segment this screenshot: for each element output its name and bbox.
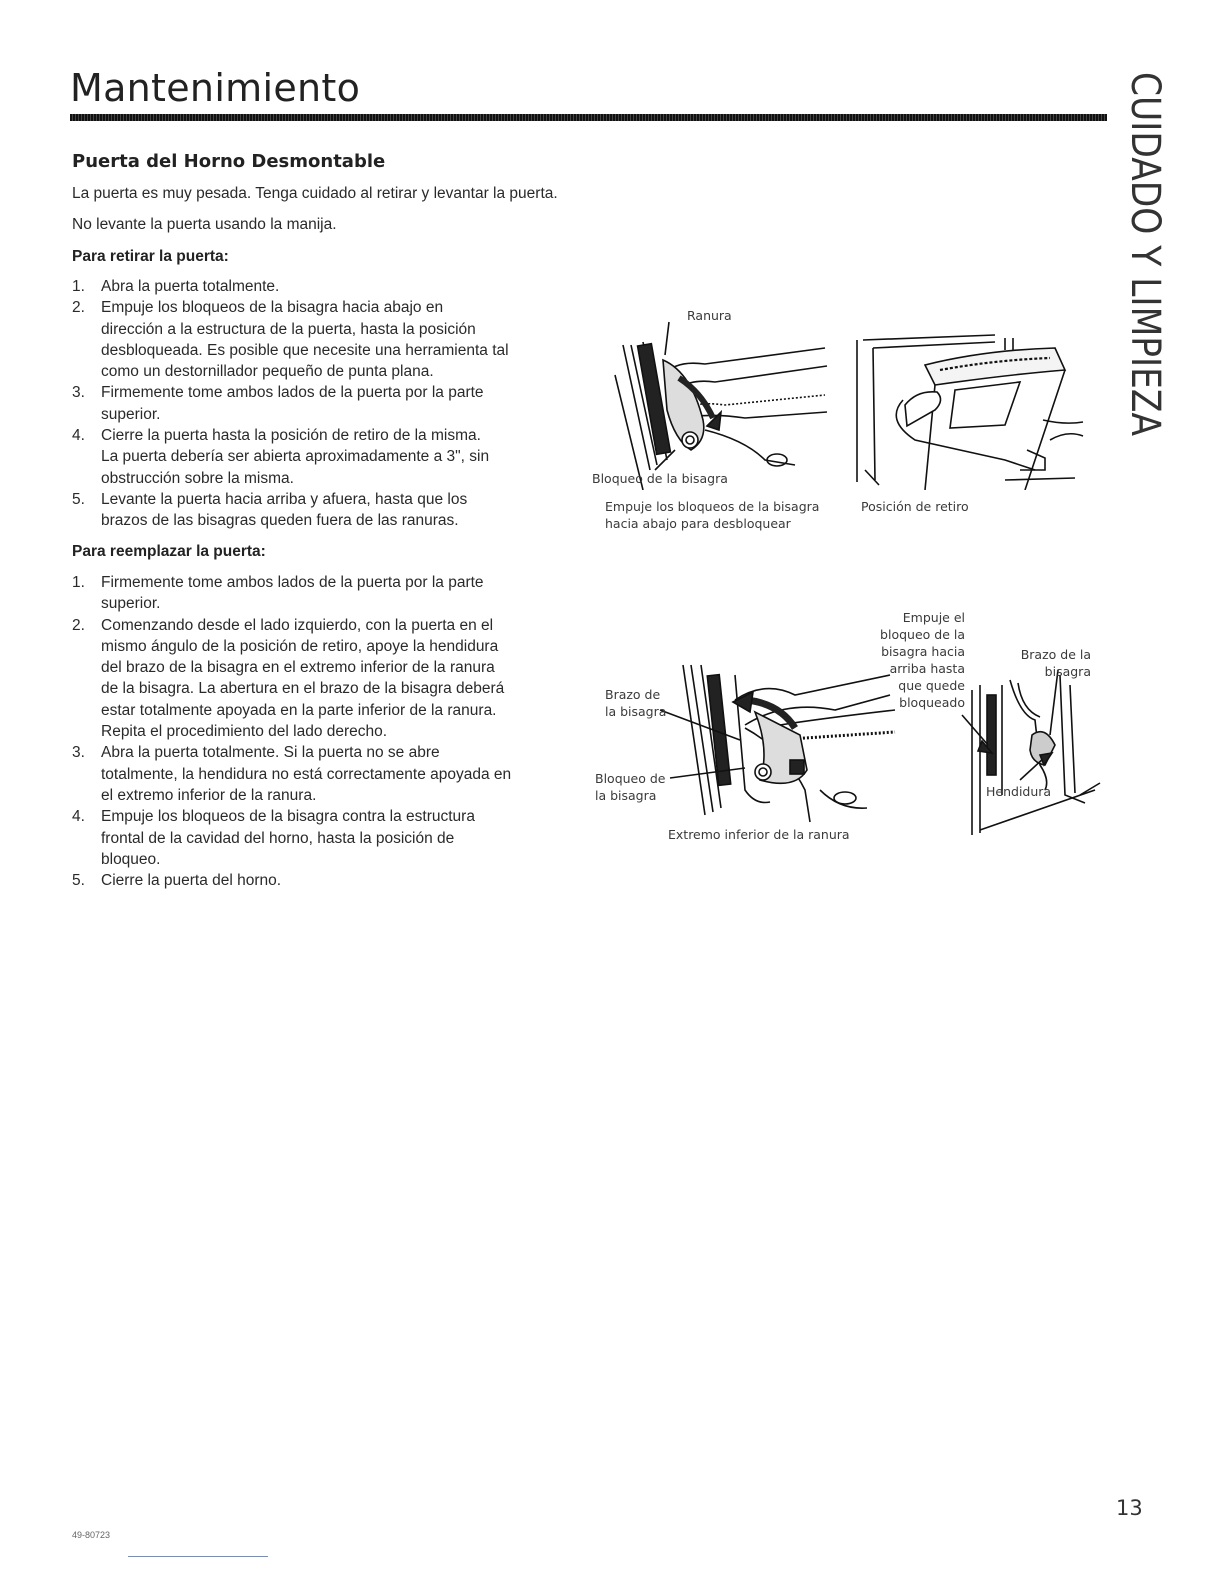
section-heading: Puerta del Horno Desmontable: [72, 151, 386, 172]
step-line: desbloqueada. Es posible que necesite una herramienta tal: [101, 341, 509, 359]
step-line: mismo ángulo de la posición de retiro, apoye la hendidura: [101, 637, 499, 655]
step-line: Abra la puerta totalmente.: [101, 278, 280, 295]
step-number: 4.: [72, 808, 85, 826]
notch-label: Hendidura: [986, 784, 1052, 799]
step-line: La puerta debería ser abierta aproximadamente a 3", sin: [101, 448, 490, 466]
lock-label: Bloqueo de la bisagra: [592, 471, 728, 486]
step-line: Cierre la puerta hasta la posición de retiro de la misma.: [101, 427, 481, 445]
step-item: [72, 382, 509, 425]
step-item: [72, 806, 511, 870]
step-item: [72, 276, 509, 297]
step-item: [72, 297, 509, 382]
step-item: [72, 489, 509, 532]
document-code: 49-80723: [72, 1530, 111, 1540]
step-line: el extremo inferior de la ranura.: [101, 786, 317, 804]
step-line: Comenzando desde el lado izquierdo, con la puerta en el: [101, 616, 494, 634]
page-number: 13: [1116, 1496, 1143, 1520]
arm-label: Brazo de la bisagra: [1020, 647, 1091, 679]
title-rule: [70, 114, 1107, 121]
step-line: brazos de las bisagras queden fuera de las ranuras.: [101, 512, 459, 530]
step-line: obstrucción sobre la misma.: [101, 469, 294, 487]
step-line: como un destornillador pequeño de punta plana.: [101, 363, 434, 381]
step-line: totalmente, la hendidura no está correctamente apoyada en: [101, 765, 512, 783]
slot-label: Ranura: [687, 308, 732, 323]
step-number: 5.: [72, 872, 85, 890]
lock-label: Bloqueo de la bisagra: [595, 771, 666, 803]
step-line: de la bisagra. La abertura en el brazo de la bisagra deberá: [101, 680, 505, 698]
hinge-arm-figure: [595, 640, 900, 825]
step-item: [72, 742, 511, 806]
footer-rule: [128, 1556, 268, 1557]
page-title: Mantenimiento: [70, 66, 361, 110]
replace-steps: [72, 572, 511, 891]
intro-line: No levante la puerta usando la manija.: [72, 216, 337, 233]
step-item: [72, 615, 511, 743]
step-number: 3.: [72, 384, 85, 402]
step-line: Abra la puerta totalmente. Si la puerta no se abre: [101, 744, 440, 762]
push-label: Empuje el bloqueo de la bisagra hacia arriba hasta que quede bloqueado: [880, 610, 965, 710]
side-tab-label: CUIDADO Y LIMPIEZA: [1122, 72, 1168, 444]
fig3-caption: Extremo inferior de la ranura: [668, 827, 850, 842]
fig1-caption: Empuje los bloqueos de la bisagra hacia abajo para desbloquear: [605, 499, 820, 531]
step-number: 3.: [72, 744, 85, 762]
replace-heading: Para reemplazar la puerta:: [72, 543, 266, 560]
step-item: [72, 870, 511, 891]
step-item: [72, 572, 511, 615]
side-tab: [1118, 64, 1174, 444]
removal-position-figure: [855, 330, 1085, 490]
hinge-locked-figure: [870, 605, 1105, 845]
step-line: Empuje los bloqueos de la bisagra contra la estructura: [101, 808, 475, 826]
remove-heading: Para retirar la puerta:: [72, 248, 229, 265]
step-line: del brazo de la bisagra en el extremo inferior de la ranura: [101, 659, 495, 677]
step-line: Empuje los bloqueos de la bisagra hacia abajo en: [101, 299, 444, 317]
step-item: [72, 425, 509, 489]
step-number: 2.: [72, 616, 85, 634]
step-line: Firmemente tome ambos lados de la puerta por la parte: [101, 384, 484, 402]
step-line: bloqueo.: [101, 850, 161, 868]
arm-label: Brazo de la bisagra: [605, 687, 667, 719]
step-line: dirección a la estructura de la puerta, hasta la posición: [101, 320, 476, 338]
step-number: 1.: [72, 574, 85, 591]
step-line: superior.: [101, 595, 161, 613]
step-line: frontal de la cavidad del horno, hasta la posición de: [101, 829, 455, 847]
step-line: superior.: [101, 405, 161, 423]
hinge-lock-figure: [592, 300, 845, 490]
step-number: 4.: [72, 427, 85, 445]
step-line: Firmemente tome ambos lados de la puerta por la parte: [101, 574, 484, 591]
fig2-caption: Posición de retiro: [861, 499, 969, 514]
step-line: Levante la puerta hacia arriba y afuera, hasta que los: [101, 490, 468, 508]
intro-line: La puerta es muy pesada. Tenga cuidado al retirar y levantar la puerta.: [72, 185, 558, 202]
step-number: 5.: [72, 490, 85, 508]
step-line: Cierre la puerta del horno.: [101, 872, 282, 890]
step-number: 1.: [72, 278, 85, 295]
step-line: estar totalmente apoyada en la parte inferior de la ranura.: [101, 701, 497, 719]
remove-steps: [72, 276, 509, 532]
step-number: 2.: [72, 299, 85, 317]
step-line: Repita el procedimiento del lado derecho.: [101, 723, 388, 741]
